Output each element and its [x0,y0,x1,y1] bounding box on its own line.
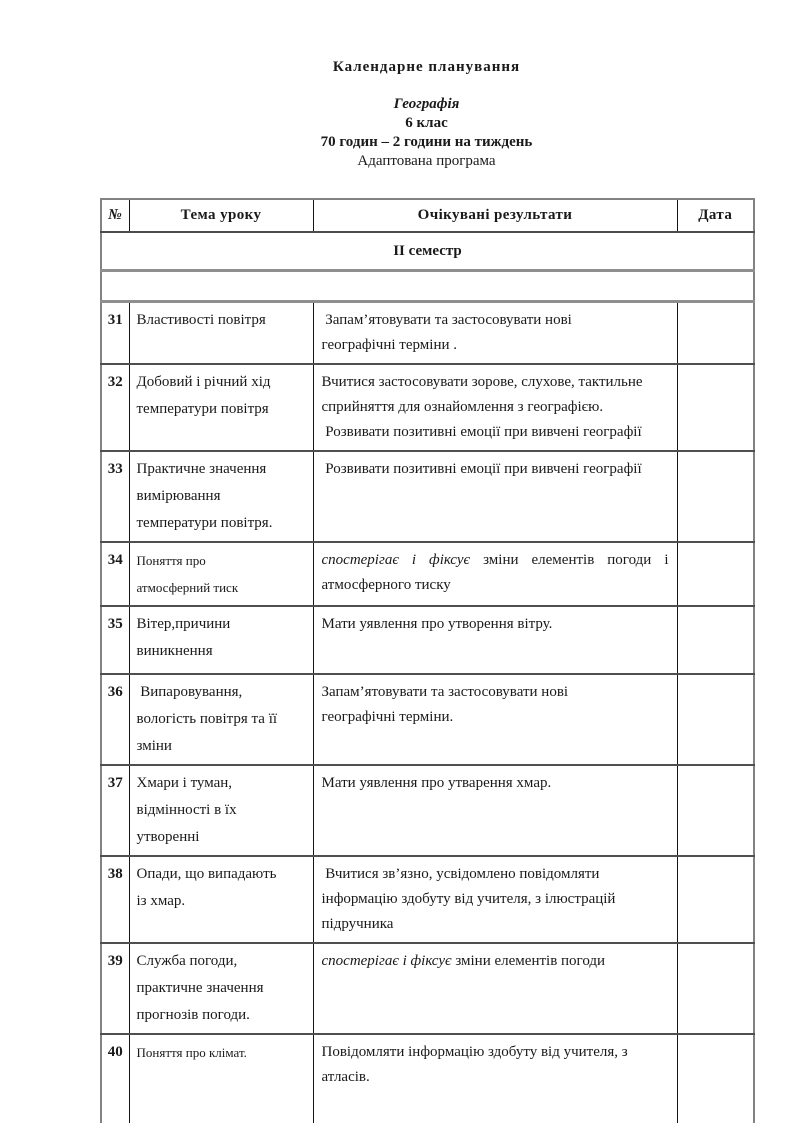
lesson-topic: Поняття про клімат. [129,1034,313,1123]
lesson-row-37 [101,765,754,856]
lesson-topic: Служба погоди, практичне значення прогнозів погоди. [129,943,313,1034]
semester-row [101,232,754,271]
semester-label: ІІ семестр [101,232,754,271]
heading-program: Адаптована програма [357,153,496,169]
lesson-result-text: Вчитися зв’язно, усвідомлено повідомляти інформацію здобуту від учителя, з ілюстрацій підручника [321,866,616,932]
lesson-number: 40 [101,1034,129,1123]
lesson-result [313,606,677,674]
lesson-row-31 [101,302,754,365]
schedule-table [100,198,755,1123]
heading-grade: 6 клас [405,115,448,131]
lesson-number: 39 [101,943,129,1034]
lesson-number: 37 [101,765,129,856]
lesson-date-cell [677,606,754,674]
heading-subject: Географія [393,96,460,112]
lesson-result-text: Мати уявлення про утворення вітру. [321,616,553,632]
lesson-row-39 [101,943,754,1034]
lesson-result [313,302,677,365]
lesson-topic: Опади, що випадають із хмар. [129,856,313,943]
lesson-date-cell [677,765,754,856]
lesson-result-text: Розвивати позитивні емоції при вивчені географії [321,461,642,477]
lesson-date-cell [677,943,754,1034]
lesson-result [313,943,677,1034]
lesson-date-cell [677,674,754,765]
lesson-result-italic: спостерігає і фіксує [321,552,471,568]
empty-cell [101,271,754,302]
lesson-result-text: Запам’ятовувати та застосовувати нові географічні терміни . [321,312,572,353]
lesson-row-32 [101,364,754,451]
col-header-results: Очікувані результати [313,199,677,232]
lesson-result [313,856,677,943]
lesson-result [313,765,677,856]
lesson-topic: Хмари і туман, відмінності в їх утворенні [129,765,313,856]
document-heading [100,0,753,171]
col-header-num: № [101,199,129,232]
lesson-date-cell [677,542,754,606]
lesson-number: 38 [101,856,129,943]
lesson-number: 32 [101,364,129,451]
lesson-date-cell [677,302,754,365]
lesson-result [313,542,677,606]
lesson-topic: Вітер,причини виникнення [129,606,313,674]
lesson-result-text: Вчитися застосовувати зорове, слухове, тактильне сприйняття для ознайомлення з географією. Розвивати позитивні емоції при вивчені географії [321,374,643,440]
lesson-row-36 [101,674,754,765]
lesson-date-cell [677,364,754,451]
lesson-topic: Добовий і річний хід температури повітря [129,364,313,451]
lesson-row-33 [101,451,754,542]
lesson-result [313,1034,677,1123]
lesson-topic: Практичне значення вимірювання температури повітря. [129,451,313,542]
lesson-number: 36 [101,674,129,765]
lesson-result-text: Повідомляти інформацію здобуту від учителя, з атласів. [321,1044,628,1085]
lesson-result-italic: спостерігає і фіксує [321,953,452,969]
lesson-result-text: Мати уявлення про утварення хмар. [321,775,552,791]
lesson-number: 35 [101,606,129,674]
lesson-result [313,364,677,451]
lesson-date-cell [677,451,754,542]
heading-hours: 70 годин – 2 години на тиждень [320,134,533,150]
table-header-row [101,199,754,232]
lesson-result-text: зміни елементів погоди [451,953,606,969]
lesson-result [313,451,677,542]
lesson-result-text: зміни елементів погоди і атмосферного тиску [321,552,673,593]
lesson-result [313,674,677,765]
lesson-row-35 [101,606,754,674]
lesson-date-cell [677,1034,754,1123]
lesson-topic: Властивості повітря [129,302,313,365]
empty-row [101,271,754,302]
col-header-date: Дата [677,199,754,232]
col-header-topic: Тема уроку [129,199,313,232]
lesson-row-38 [101,856,754,943]
heading-title: Календарне планування [332,59,521,75]
lesson-topic: Випаровування, вологість повітря та її зміни [129,674,313,765]
lesson-result-text: Запам’ятовувати та застосовувати нові географічні терміни. [321,684,569,725]
lesson-number: 34 [101,542,129,606]
lesson-number: 33 [101,451,129,542]
lesson-topic: Поняття про атмосферний тиск [129,542,313,606]
lesson-row-40 [101,1034,754,1123]
lesson-number: 31 [101,302,129,365]
lesson-row-34 [101,542,754,606]
lesson-date-cell [677,856,754,943]
